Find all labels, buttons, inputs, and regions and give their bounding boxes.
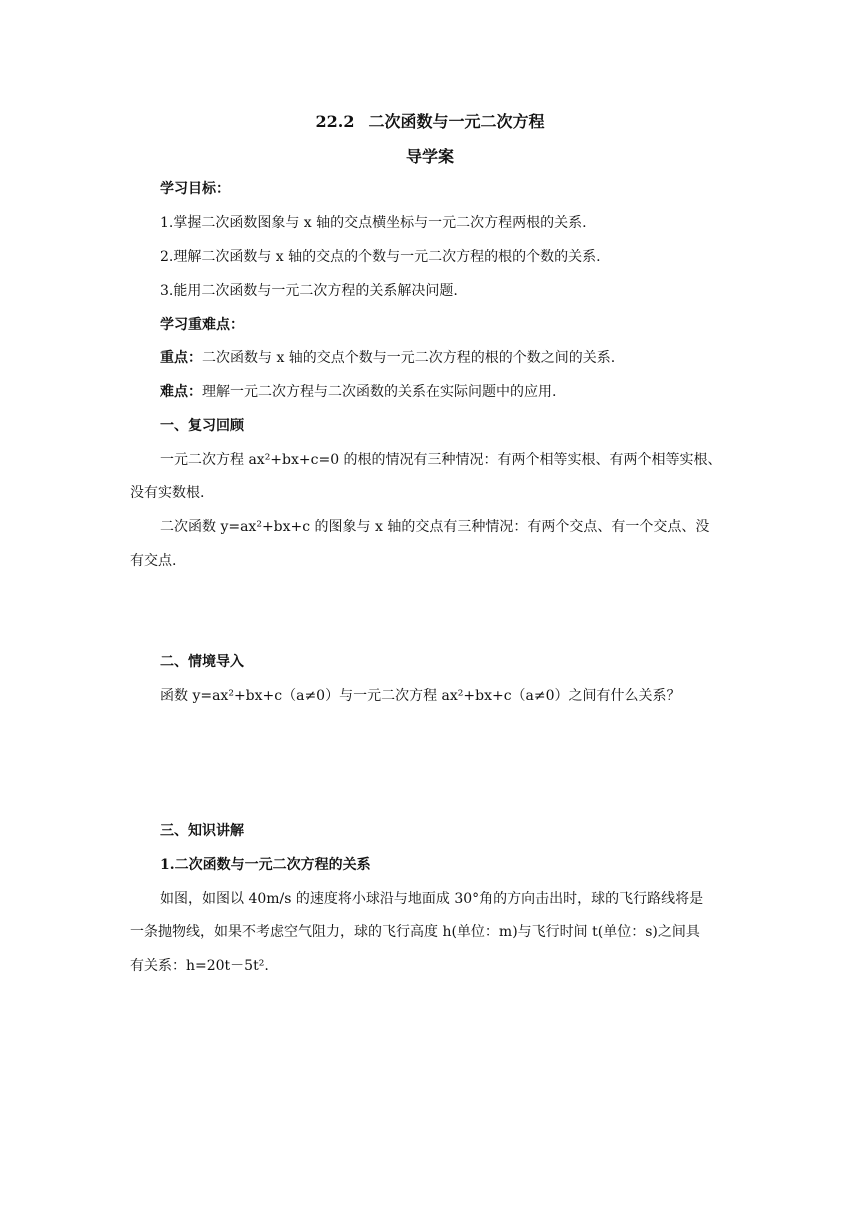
section1-heading: 一、复习回顾	[160, 418, 244, 434]
objective-item: 3.能用二次函数与一元二次方程的关系解决问题.	[160, 283, 458, 299]
objective-item: 2.理解二次函数与 x 轴的交点的个数与一元二次方程的根的个数的关系.	[160, 249, 601, 265]
page-subtitle: 导学案	[405, 147, 454, 166]
section3-paragraph-line2: 一条抛物线，如果不考虑空气阻力，球的飞行高度 h(单位：m)与飞行时间 t(单位：s)之间具	[130, 924, 700, 940]
section3-subheading: 1.二次函数与一元二次方程的关系	[160, 857, 371, 873]
difficult-point-line	[160, 382, 760, 402]
difficult-label: 难点：	[160, 384, 202, 400]
section3-paragraph-line1: 如图，如图以 40m/s 的速度将小球沿与地面成 30°角的方向击出时，球的飞行路线将是	[160, 891, 704, 907]
page-title	[0, 111, 860, 133]
section3-heading: 三、知识讲解	[160, 823, 244, 839]
title-text: 二次函数与一元二次方程	[368, 112, 545, 131]
section2-paragraph: 函数 y=ax²+bx+c（a≠0）与一元二次方程 ax²+bx+c（a≠0）之间有什么关系？	[160, 688, 681, 704]
title-number: 22.2	[315, 112, 355, 131]
objective-item: 1.掌握二次函数图象与 x 轴的交点横坐标与一元二次方程两根的关系.	[160, 215, 587, 231]
difficult-text: 理解一元二次方程与二次函数的关系在实际问题中的应用.	[202, 384, 557, 400]
key-point-line	[160, 348, 760, 368]
section1-paragraph2-line2: 有交点.	[130, 553, 177, 569]
objectives-heading: 学习目标：	[160, 181, 230, 197]
key-label: 重点：	[160, 350, 202, 366]
section3-paragraph-line3: 有关系：h=20t－5t².	[130, 958, 269, 974]
section2-heading: 二、情境导入	[160, 654, 244, 670]
key-points-heading: 学习重难点：	[160, 317, 244, 333]
key-text: 二次函数与 x 轴的交点个数与一元二次方程的根的个数之间的关系.	[202, 350, 616, 366]
section1-paragraph1-line1: 一元二次方程 ax²+bx+c=0 的根的情况有三种情况：有两个相等实根、有两个相等实根、	[160, 452, 722, 468]
section1-paragraph1-line2: 没有实数根.	[130, 485, 205, 501]
section1-paragraph2-line1: 二次函数 y=ax²+bx+c 的图象与 x 轴的交点有三种情况：有两个交点、有一个交点、没	[160, 519, 710, 535]
